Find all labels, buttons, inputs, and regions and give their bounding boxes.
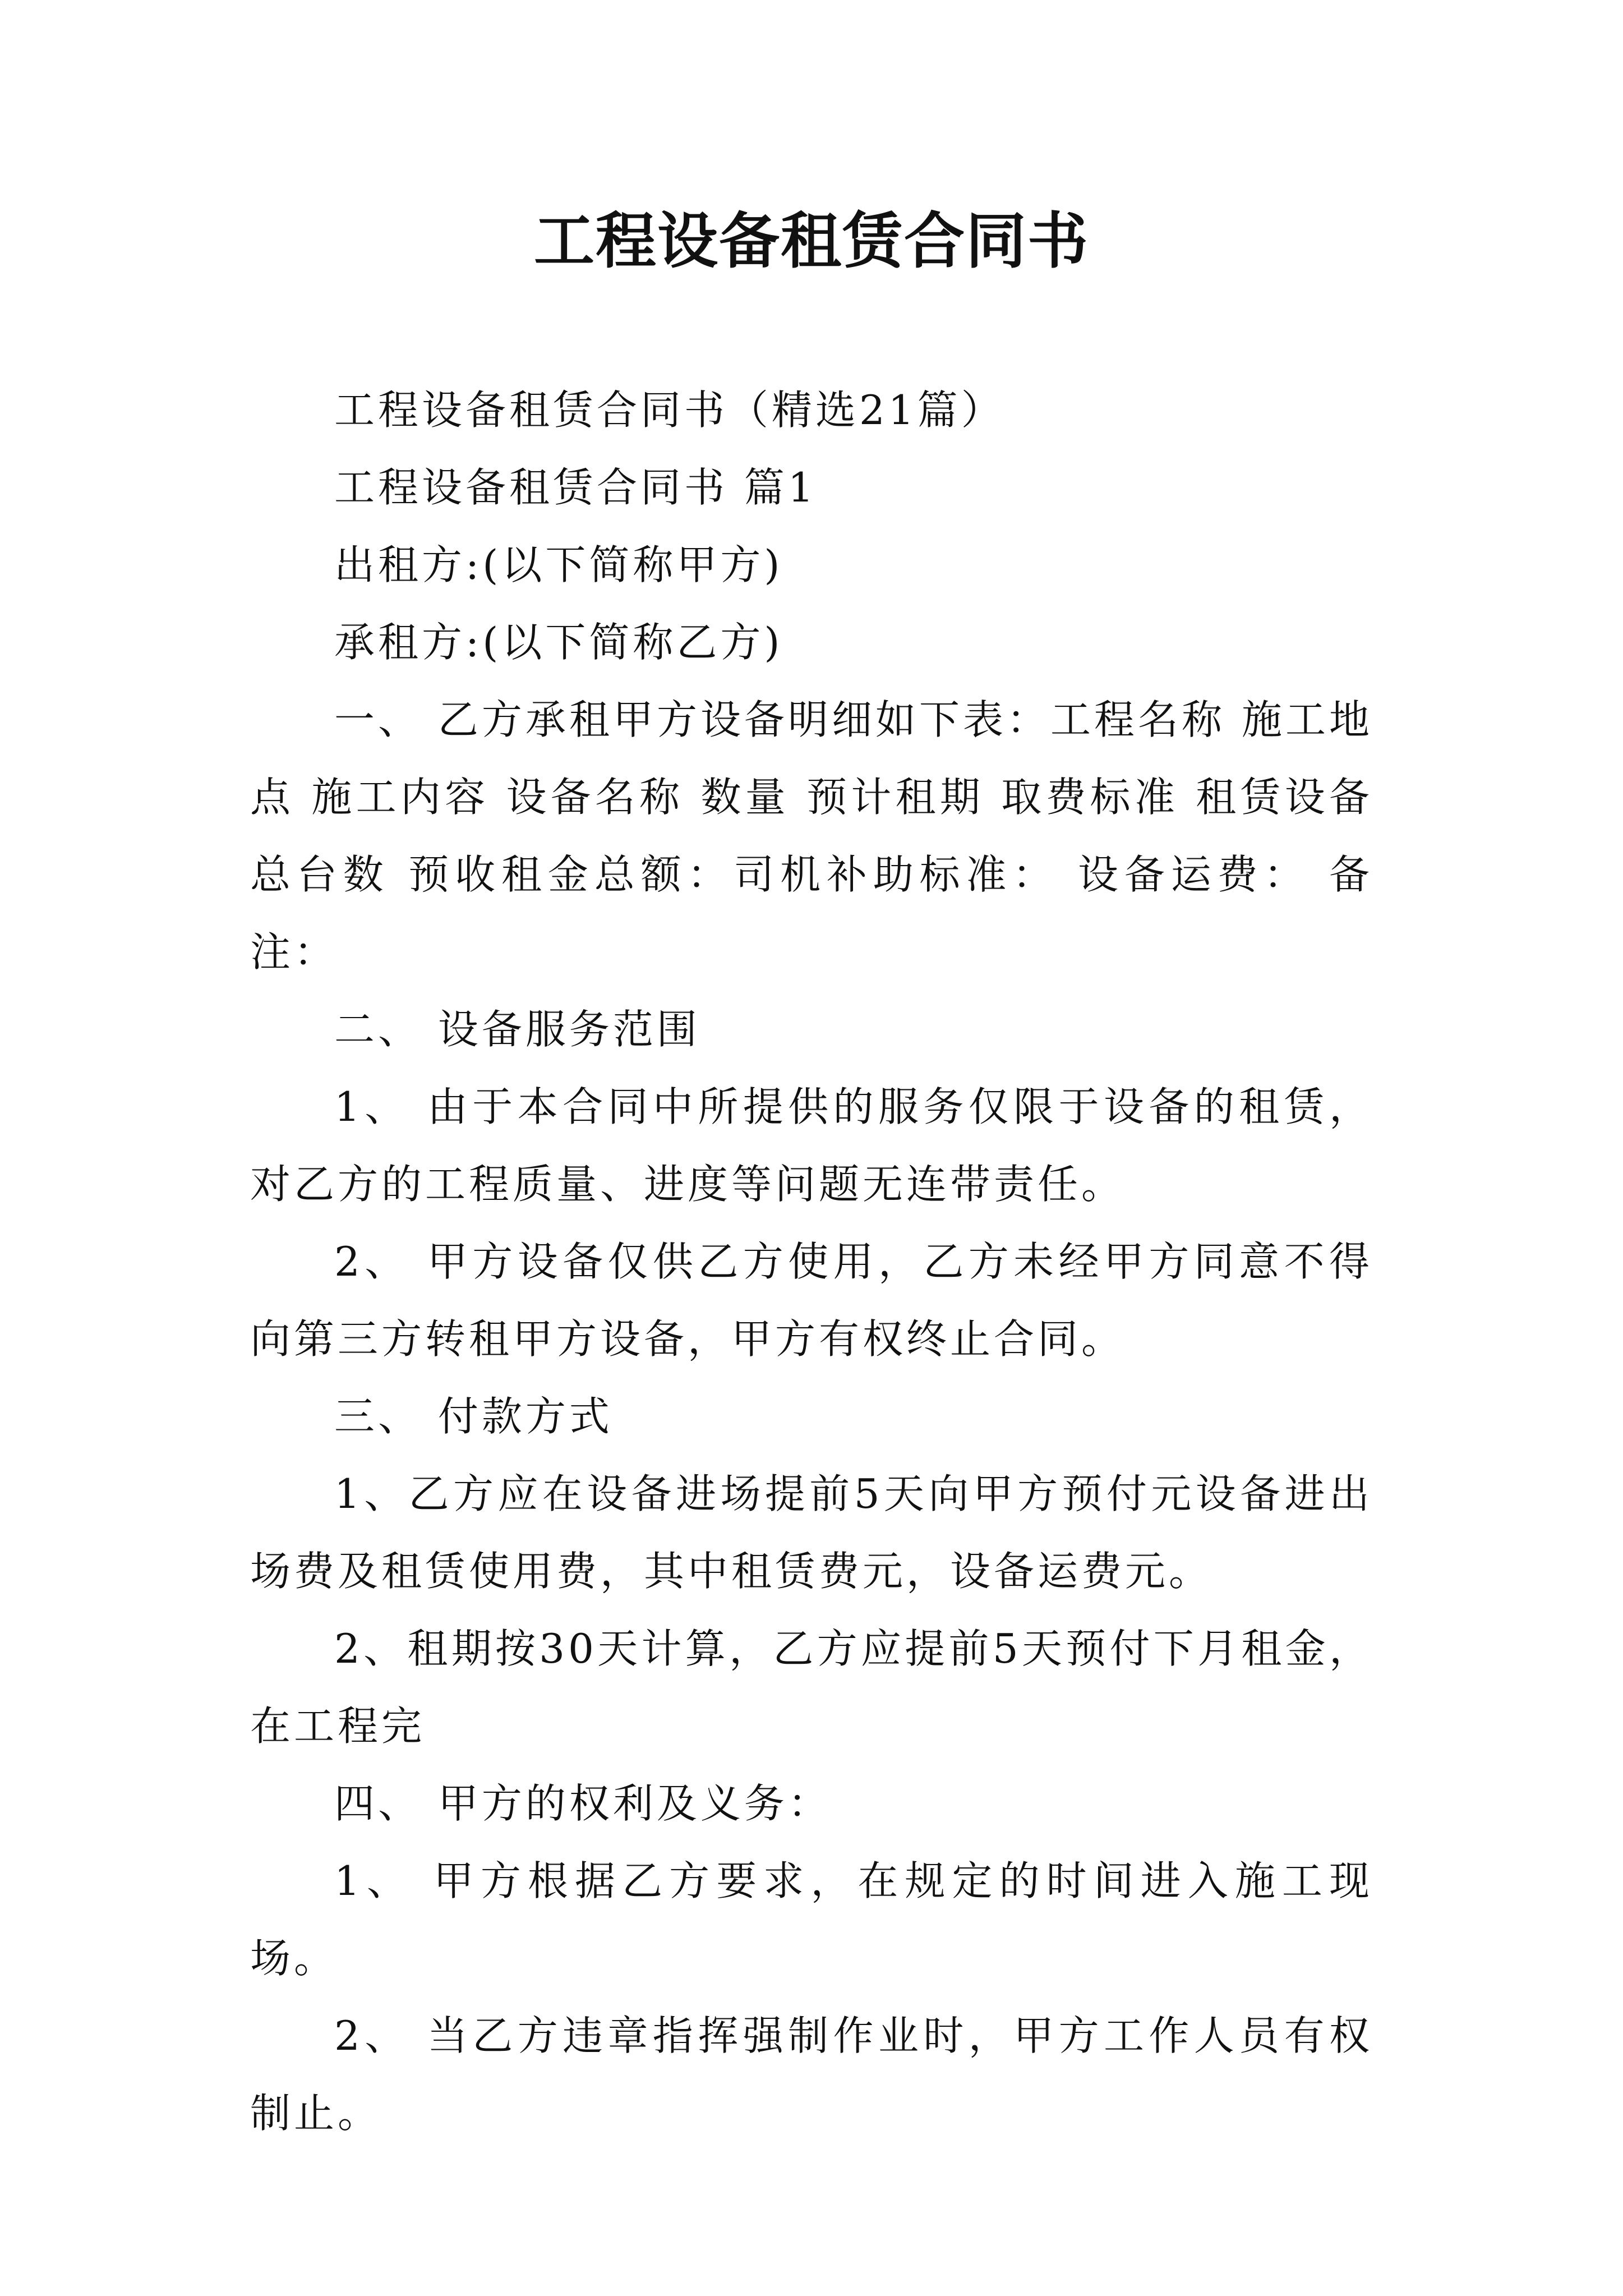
paragraph-lessee: 承租方:(以下简称乙方) [334, 619, 783, 666]
paragraph-section-4-item-2: 2、 当乙方违章指挥强制作业时，甲方工作人员有权制止。 [250, 2012, 1373, 2137]
paragraph-section-4-item-1: 1、 甲方根据乙方要求，在规定的时间进入施工现场。 [250, 1857, 1373, 1982]
paragraph-subtitle: 工程设备租赁合同书（精选21篇） [334, 386, 1005, 434]
paragraph-part-heading: 工程设备租赁合同书 篇1 [334, 464, 817, 511]
paragraph-section-3-item-2: 2、租期按30天计算，乙方应提前5天预付下月租金，在工程完 [250, 1625, 1373, 1750]
paragraph-section-1: 一、 乙方承租甲方设备明细如下表：工程名称 施工地点 施工内容 设备名称 数量 预计租期 取费标准 租赁设备总台数 预收租金总额：司机补助标准： 设备运费： 备注： [250, 696, 1373, 976]
paragraph-section-2-item-1: 1、 由于本合同中所提供的服务仅限于设备的租赁，对乙方的工程质量、进度等问题无连带责任。 [250, 1083, 1373, 1208]
paragraph-section-2-item-2: 2、 甲方设备仅供乙方使用，乙方未经甲方同意不得向第三方转租甲方设备，甲方有权终止合同。 [250, 1238, 1373, 1363]
paragraph-section-3-item-1: 1、乙方应在设备进场提前5天向甲方预付元设备进出场费及租赁使用费，其中租赁费元，设备运费元。 [250, 1470, 1373, 1595]
document-title: 工程设备租赁合同书 [533, 206, 1089, 277]
paragraph-section-4-heading: 四、 甲方的权利及义务： [334, 1780, 832, 1827]
paragraph-section-3-heading: 三、 付款方式 [334, 1393, 613, 1440]
paragraph-section-2-heading: 二、 设备服务范围 [334, 1006, 700, 1053]
paragraph-lessor: 出租方:(以下简称甲方) [334, 541, 783, 588]
document-body [250, 371, 1373, 2152]
